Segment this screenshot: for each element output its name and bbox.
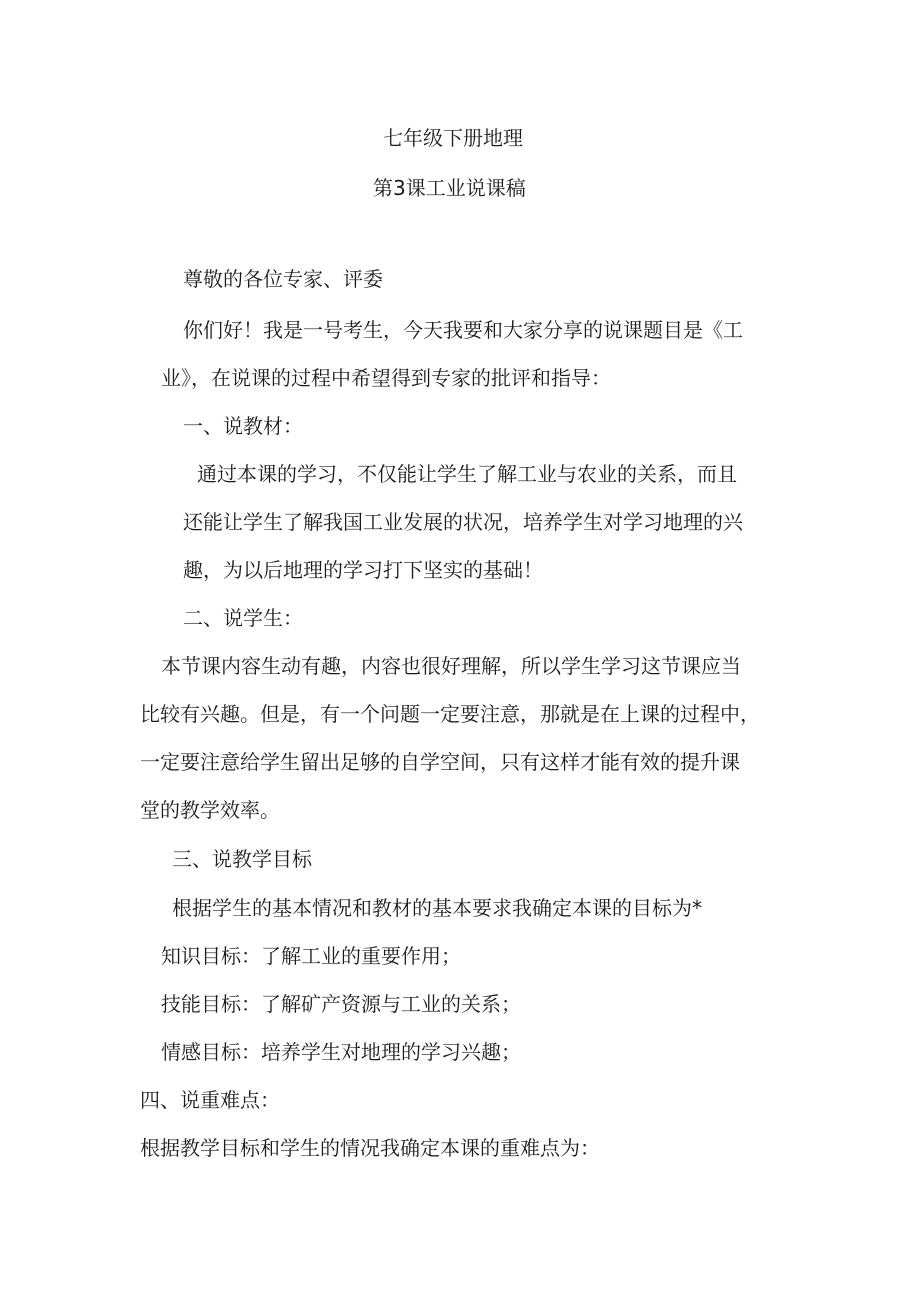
- section2-line-1: 本节课内容生动有趣，内容也很好理解，所以学生学习这节课应当: [161, 654, 741, 678]
- section2-heading: 二、说学生：: [183, 606, 303, 630]
- section2-line-2: 比较有兴趣。但是，有一个问题一定要注意，那就是在上课的过程中，: [140, 702, 760, 726]
- section1-line-3: 趣，为以后地理的学习打下坚实的基础！: [183, 558, 543, 582]
- intro-line-1: 你们好！我是一号考生，今天我要和大家分享的说课题目是《工: [183, 318, 743, 342]
- section4-heading: 四、说重难点：: [140, 1088, 280, 1112]
- document-title-line2: 第3课工业说课稿: [373, 176, 526, 200]
- document-title-line1: 七年级下册地理: [383, 126, 523, 150]
- section3-intro: 根据学生的基本情况和教材的基本要求我确定本课的目标为*: [172, 896, 702, 920]
- section2-line-3: 一定要注意给学生留出足够的自学空间，只有这样才能有效的提升课: [140, 750, 740, 774]
- goal-emotion: 情感目标：培养学生对地理的学习兴趣；: [161, 1040, 521, 1064]
- section1-line-1: 通过本课的学习，不仅能让学生了解工业与农业的关系，而且: [197, 462, 737, 486]
- section4-intro: 根据教学目标和学生的情况我确定本课的重难点为：: [140, 1136, 600, 1160]
- section3-heading: 三、说教学目标: [172, 847, 312, 871]
- intro-line-2: 业》，在说课的过程中希望得到专家的批评和指导：: [161, 366, 611, 390]
- goal-skill: 技能目标：了解矿产资源与工业的关系；: [161, 992, 521, 1016]
- greeting: 尊敬的各位专家、评委: [183, 267, 383, 291]
- section2-line-4: 堂的教学效率。: [140, 798, 280, 822]
- section1-line-2: 还能让学生了解我国工业发展的状况，培养学生对学习地理的兴: [183, 510, 743, 534]
- goal-knowledge: 知识目标：了解工业的重要作用；: [161, 944, 461, 968]
- section1-heading: 一、说教材：: [183, 414, 303, 438]
